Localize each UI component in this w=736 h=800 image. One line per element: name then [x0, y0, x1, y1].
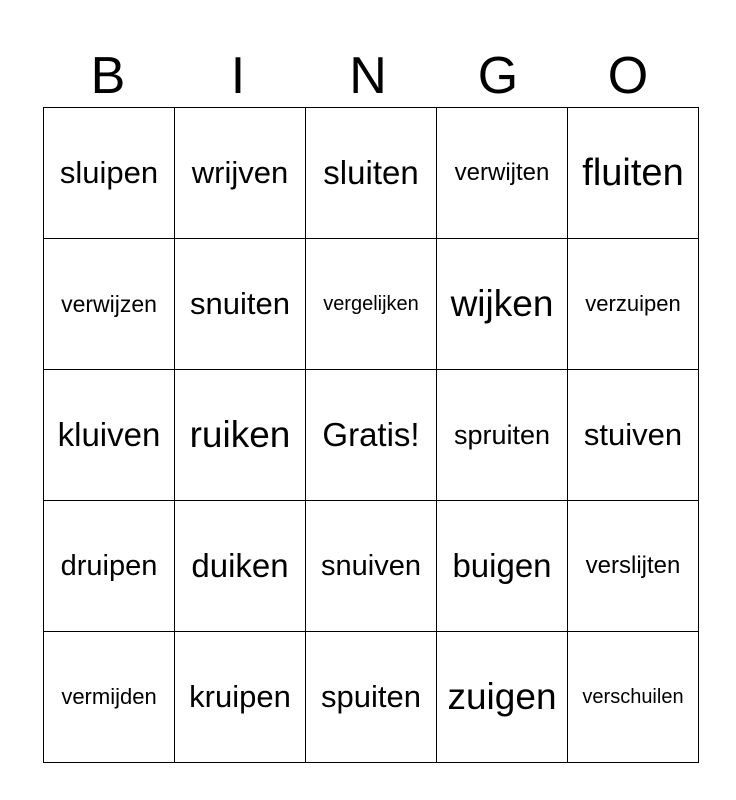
bingo-cell: zuigen — [437, 632, 568, 763]
bingo-cell: vermijden — [44, 632, 175, 763]
bingo-row — [44, 501, 699, 632]
bingo-cell: verwijzen — [44, 239, 175, 370]
bingo-cell: buigen — [437, 501, 568, 632]
bingo-row — [44, 108, 699, 239]
bingo-cell: snuiten — [175, 239, 306, 370]
bingo-row — [44, 370, 699, 501]
bingo-cell: wrijven — [175, 108, 306, 239]
bingo-cell: druipen — [44, 501, 175, 632]
bingo-cell: vergelijken — [306, 239, 437, 370]
bingo-cell: verschuilen — [568, 632, 699, 763]
bingo-row — [44, 632, 699, 763]
free-space-cell: Gratis! — [306, 370, 437, 501]
bingo-cell: spruiten — [437, 370, 568, 501]
bingo-cell: sluiten — [306, 108, 437, 239]
bingo-cell: snuiven — [306, 501, 437, 632]
bingo-header — [43, 46, 693, 106]
header-letter-g: G — [477, 47, 519, 105]
bingo-cell: wijken — [437, 239, 568, 370]
header-letter-i: I — [230, 47, 246, 105]
bingo-row — [44, 239, 699, 370]
bingo-cell: verslijten — [568, 501, 699, 632]
bingo-cell: verzuipen — [568, 239, 699, 370]
bingo-cell: verwijten — [437, 108, 568, 239]
bingo-cell: kluiven — [44, 370, 175, 501]
bingo-cell: stuiven — [568, 370, 699, 501]
bingo-cell: fluiten — [568, 108, 699, 239]
bingo-cell: spuiten — [306, 632, 437, 763]
bingo-cell: duiken — [175, 501, 306, 632]
bingo-cell: kruipen — [175, 632, 306, 763]
header-letter-n: N — [349, 47, 387, 105]
bingo-cell: ruiken — [175, 370, 306, 501]
header-letter-b: B — [90, 47, 126, 105]
bingo-cell: sluipen — [44, 108, 175, 239]
bingo-card-grid — [43, 107, 699, 763]
header-letter-o: O — [607, 47, 649, 105]
